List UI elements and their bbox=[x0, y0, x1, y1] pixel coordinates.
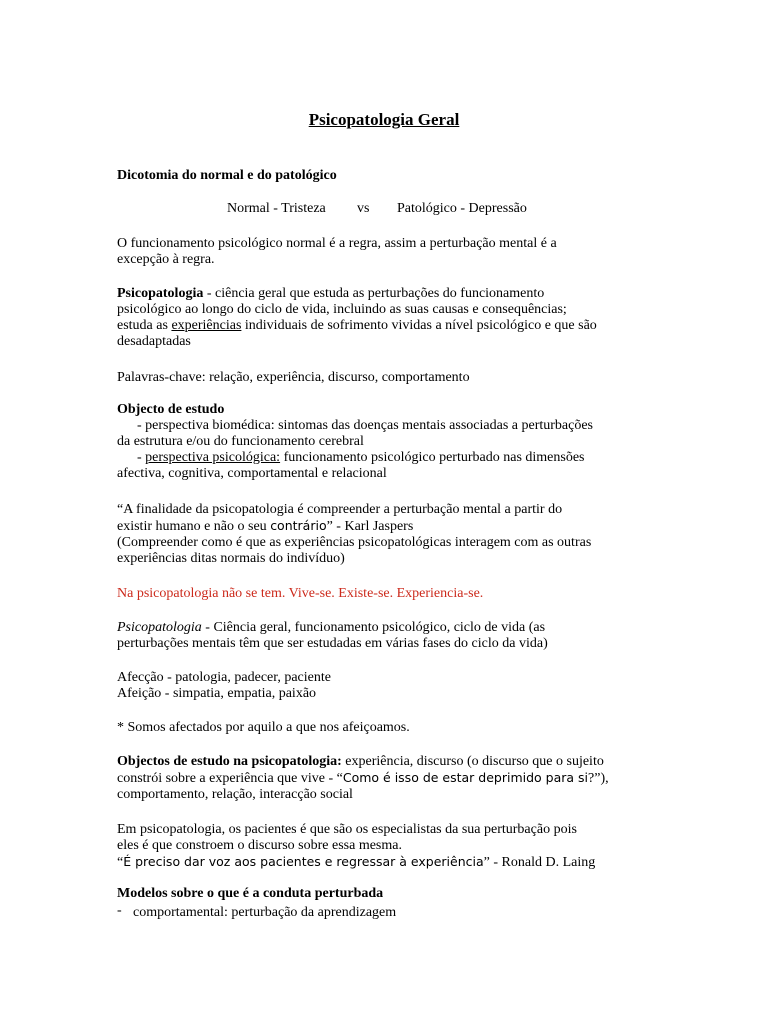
objecto-de-estudo-section bbox=[117, 402, 657, 482]
mono-question: Como é isso de estar deprimido para si bbox=[342, 770, 589, 785]
text-line: excepção à regra. bbox=[117, 252, 215, 267]
modelos-heading: Modelos sobre o que é a conduta perturbada bbox=[117, 886, 384, 901]
list-item-text: comportamental: perturbação da aprendizagem bbox=[133, 905, 397, 920]
text-line: - perspectiva biomédica: sintomas das doenças mentais associadas a perturbações bbox=[137, 418, 594, 433]
compare-normal: Normal - Tristeza bbox=[227, 201, 326, 216]
text-line: Afecção - patologia, padecer, paciente bbox=[117, 670, 331, 685]
normal-vs-pathological bbox=[0, 201, 768, 217]
text-line: constrói sobre a experiência que vive - “ bbox=[117, 771, 343, 786]
term-psicopatologia: Psicopatologia bbox=[117, 286, 204, 301]
text-line: Afeição - simpatia, empatia, paixão bbox=[117, 686, 317, 701]
text-line: individuais de sofrimento vividas a nível psicológico e que são bbox=[241, 318, 597, 333]
objectos-de-estudo-paragraph bbox=[117, 754, 657, 803]
text-line: “ bbox=[117, 855, 124, 870]
text-line: estuda as bbox=[117, 318, 172, 333]
text-line: Em psicopatologia, os pacientes é que são os especialistas da sua perturbação pois bbox=[117, 822, 577, 837]
text-line: desadaptadas bbox=[117, 334, 191, 349]
text-line: psicológico ao longo do ciclo de vida, incluindo as suas causas e consequências; bbox=[117, 302, 567, 317]
pacientes-especialistas-paragraph bbox=[117, 822, 657, 871]
red-highlight-line: Na psicopatologia não se tem. Vive-se. Existe-se. Experiencia-se. bbox=[117, 586, 484, 601]
jaspers-quote bbox=[117, 502, 657, 567]
underlined-experiencias: experiências bbox=[171, 318, 242, 333]
compare-vs: vs bbox=[357, 201, 370, 216]
afeccao-afeicao bbox=[117, 670, 657, 702]
mono-contrario: contrário bbox=[270, 518, 327, 533]
objecto-heading: Objecto de estudo bbox=[117, 402, 225, 417]
text-line: eles é que constroem o discurso sobre essa mesma. bbox=[117, 838, 402, 853]
text-line: ” - Karl Jaspers bbox=[326, 519, 414, 534]
objectos-heading: Objectos de estudo na psicopatologia: bbox=[117, 754, 342, 769]
dicotomia-heading: Dicotomia do normal e do patológico bbox=[117, 168, 337, 183]
text-line: - Ciência geral, funcionamento psicológico, ciclo de vida (as bbox=[201, 620, 546, 635]
text-line: afectiva, cognitiva, comportamental e relacional bbox=[117, 466, 387, 481]
paragraph-normal-rule bbox=[117, 236, 657, 268]
text-line: - ciência geral que estuda as perturbações do funcionamento bbox=[203, 286, 545, 301]
text-line: experiências ditas normais do indivíduo) bbox=[117, 551, 345, 566]
page-title: Psicopatologia Geral bbox=[308, 110, 460, 129]
paragraph-psicopatologia-definition bbox=[117, 286, 657, 350]
text-line: experiência, discurso (o discurso que o sujeito bbox=[341, 754, 604, 769]
dash-bullet: - bbox=[117, 903, 122, 918]
compare-pathological: Patológico - Depressão bbox=[397, 201, 527, 216]
text-line: comportamento, relação, interacção social bbox=[117, 787, 353, 802]
term-psicopatologia-italic: Psicopatologia bbox=[117, 620, 202, 635]
text-line: perturbações mentais têm que ser estudadas em várias fases do ciclo da vida) bbox=[117, 636, 548, 651]
text-line: “A finalidade da psicopatologia é compreender a perturbação mental a partir do bbox=[117, 502, 563, 517]
keywords-line: Palavras-chave: relação, experiência, discurso, comportamento bbox=[117, 370, 470, 385]
text-line: (Compreender como é que as experiências psicopatológicas interagem com as outras bbox=[117, 535, 592, 550]
paragraph-ciclo-de-vida bbox=[117, 620, 657, 652]
mono-laing-quote: É preciso dar voz aos pacientes e regressar à experiência bbox=[123, 854, 484, 869]
text-line: O funcionamento psicológico normal é a regra, assim a perturbação mental é a bbox=[117, 236, 557, 251]
text-line: ” - Ronald D. Laing bbox=[483, 855, 596, 870]
text-line: ?”), bbox=[588, 771, 609, 786]
somos-afectados-note: * Somos afectados por aquilo a que nos afeiçoamos. bbox=[117, 720, 410, 735]
text-line: da estrutura e/ou do funcionamento cerebral bbox=[117, 434, 364, 449]
text-line: - bbox=[137, 450, 146, 465]
text-line: existir humano e não o seu bbox=[117, 519, 271, 534]
text-line: funcionamento psicológico perturbado nas dimensões bbox=[280, 450, 585, 465]
underlined-perspectiva-psicologica: perspectiva psicológica: bbox=[145, 450, 281, 465]
